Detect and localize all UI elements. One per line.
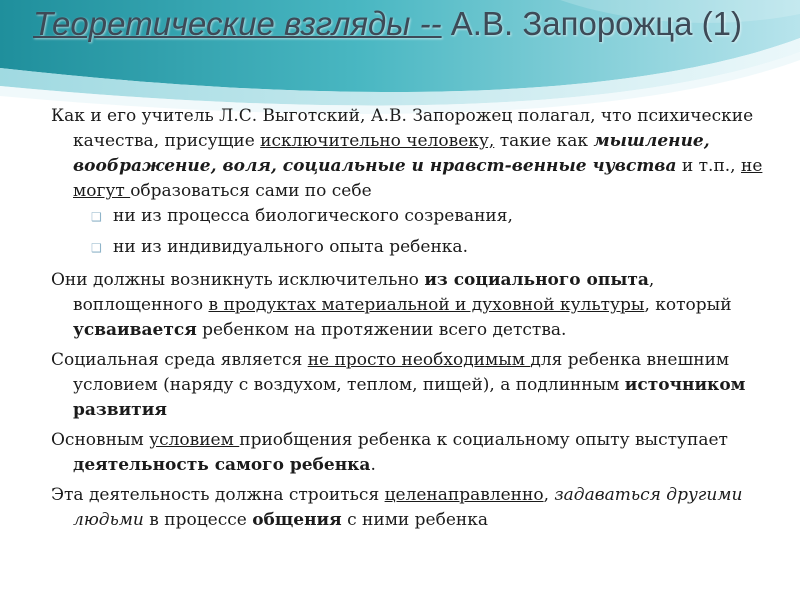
text: , который — [644, 295, 732, 315]
title-regular-part: А.В. Запорожца (1) — [441, 5, 742, 42]
slide-title — [33, 4, 793, 44]
text: . — [370, 455, 376, 475]
text: , — [543, 485, 555, 505]
text-underlined: в продуктах материальной и духовной культуры — [208, 295, 645, 315]
text-underlined: не могут — [73, 156, 763, 201]
bullet-item — [51, 235, 771, 261]
text: с ними ребенка — [341, 510, 488, 530]
bullet-item — [51, 204, 771, 230]
text: Социальная среда является — [51, 350, 308, 370]
text: Они должны возникнуть исключительно — [51, 270, 425, 290]
title-italic-part: Теоретические взгляды -- — [33, 5, 442, 42]
text: такие как — [494, 131, 594, 151]
square-bullet-icon: ❑ — [91, 210, 102, 224]
bullet-text: ни из процесса биологического созревания, — [113, 206, 513, 226]
text-bold: деятельность самого ребенка — [73, 455, 371, 475]
text: в процессе — [143, 510, 253, 530]
text-bold-italic: мышление, воображение, воля, социальные и нравст-венные чувства — [73, 131, 710, 176]
text-italic: задаваться другими людьми — [73, 485, 743, 530]
text-underlined: целенаправленно — [384, 485, 544, 505]
text-underlined: не просто необходимым — [307, 350, 531, 370]
text-bold: источником развития — [73, 375, 746, 420]
text-underlined: исключительно человеку, — [260, 131, 495, 151]
bullet-text: ни из индивидуального опыта ребенка. — [113, 237, 468, 257]
text: для ребенка внешним условием (наряду с воздухом, теплом, пищей), а подлинным — [73, 350, 730, 395]
paragraph-teacher — [51, 104, 771, 204]
slide-body — [51, 104, 771, 538]
text: образоваться сами по себе — [130, 181, 372, 201]
paragraph-social-experience — [51, 268, 771, 343]
paragraph-activity — [51, 483, 771, 533]
text: , воплощенного — [73, 270, 655, 315]
square-bullet-icon: ❑ — [91, 241, 102, 255]
text: и т.п., — [676, 156, 741, 176]
text-bold: усваивается — [73, 320, 197, 340]
text: Основным — [51, 430, 150, 450]
text: Эта деятельность должна строиться — [51, 485, 385, 505]
paragraph-social-environment — [51, 348, 771, 423]
text-bold: общения — [252, 510, 342, 530]
text-underlined: условием — [149, 430, 240, 450]
text: приобщения ребенка к социальному опыту выступает — [239, 430, 728, 450]
paragraph-condition — [51, 428, 771, 478]
text-bold: из социального опыта — [424, 270, 649, 290]
text: ребенком на протяжении всего детства. — [196, 320, 567, 340]
text: Как и его учитель Л.С. Выготский, А.В. Запорожец полагал, что психические качества, присущие — [51, 106, 754, 151]
